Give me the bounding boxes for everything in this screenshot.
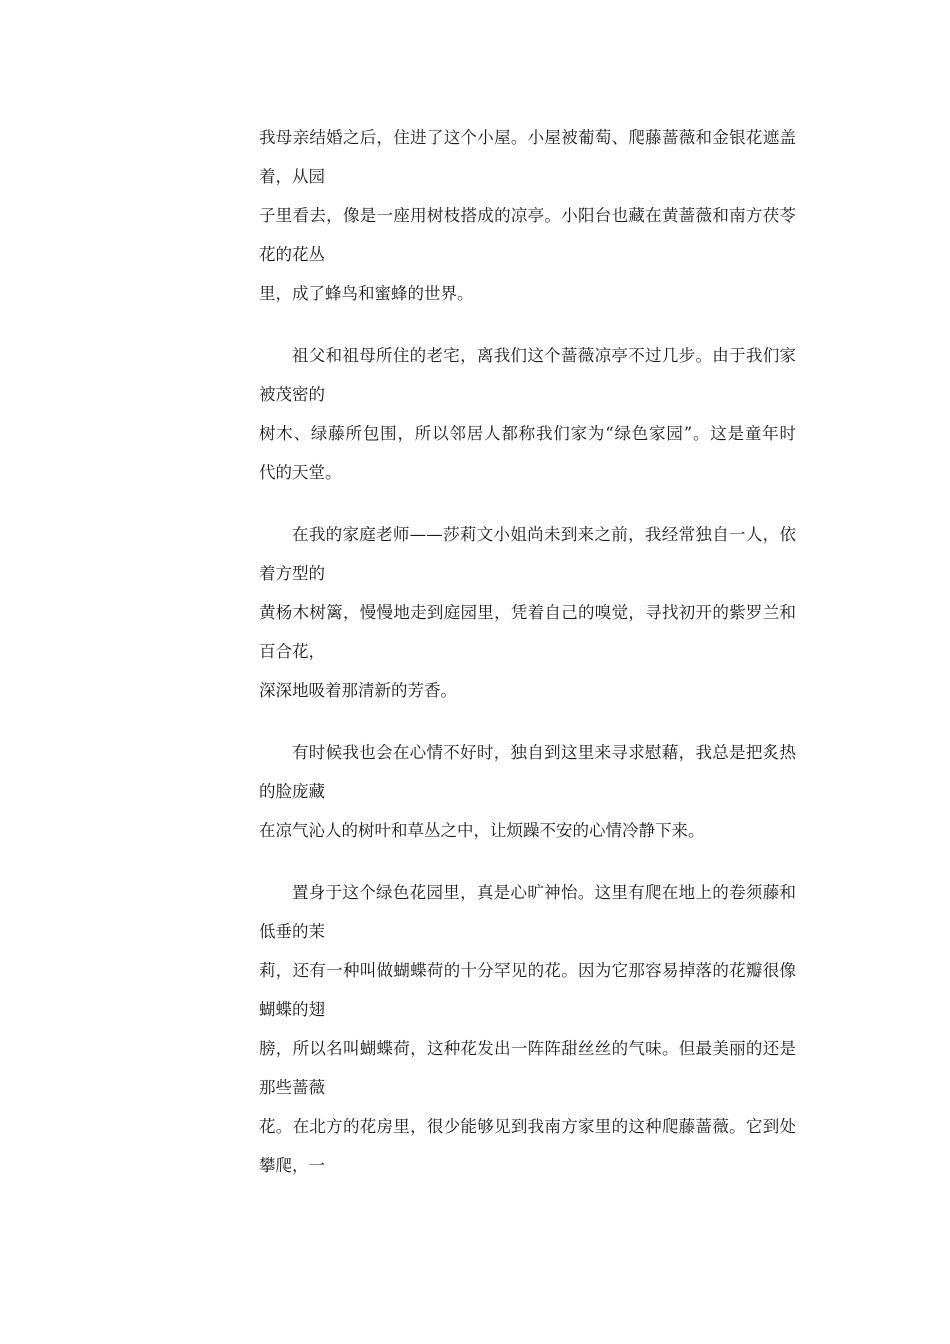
text-line: 莉，还有一种叫做蝴蝶荷的十分罕见的花。因为它那容易掉落的花瓣很像 — [259, 961, 796, 980]
text-line: 祖父和祖母所住的老宅，离我们这个蔷薇凉亭不过几步。由于我们家 — [292, 346, 796, 365]
text-line: 那些蔷薇 — [259, 1078, 325, 1097]
text-line: 花。在北方的花房里，很少能够见到我南方家里的这种爬藤蔷薇。它到处 — [259, 1117, 796, 1136]
text-line: 有时候我也会在心情不好时，独自到这里来寻求慰藉，我总是把炙热 — [292, 743, 796, 762]
text-line: 蝴蝶的翅 — [259, 1000, 325, 1019]
paragraph-spacer — [259, 710, 804, 733]
text-line: 树木、绿藤所包围，所以邻居人都称我们家为“绿色家园”。这是童年时 — [259, 424, 796, 443]
document-body — [259, 118, 804, 1185]
paragraph-spacer — [259, 492, 804, 515]
paragraph — [259, 733, 804, 850]
text-line: 着方型的 — [259, 564, 325, 583]
text-line: 百合花， — [259, 642, 325, 661]
text-line: 攀爬，一 — [259, 1156, 325, 1175]
text-line: 膀，所以名叫蝴蝶荷，这种花发出一阵阵甜丝丝的气味。但最美丽的还是 — [259, 1039, 796, 1058]
text-line: 花的花丛 — [259, 245, 325, 264]
text-line: 着，从园 — [259, 167, 325, 186]
paragraph — [259, 118, 804, 313]
text-line: 被茂密的 — [259, 385, 325, 404]
text-line: 低垂的茉 — [259, 922, 325, 941]
paragraph — [259, 515, 804, 710]
text-line: 我母亲结婚之后，住进了这个小屋。小屋被葡萄、爬藤蔷薇和金银花遮盖 — [259, 128, 796, 147]
text-line: 代的天堂。 — [259, 463, 342, 482]
text-line: 置身于这个绿色花园里，真是心旷神怡。这里有爬在地上的卷须藤和 — [292, 883, 796, 902]
text-line: 子里看去，像是一座用树枝搭成的凉亭。小阳台也藏在黄蔷薇和南方茯苓 — [259, 206, 796, 225]
text-line: 黄杨木树篱，慢慢地走到庭园里，凭着自己的嗅觉，寻找初开的紫罗兰和 — [259, 603, 796, 622]
text-line: 在凉气沁人的树叶和草丛之中，让烦躁不安的心情冷静下来。 — [259, 821, 705, 840]
paragraph-spacer — [259, 850, 804, 873]
text-line: 在我的家庭老师——莎莉文小姐尚未到来之前，我经常独自一人，依 — [292, 525, 796, 544]
text-line: 里，成了蜂鸟和蜜蜂的世界。 — [259, 284, 474, 303]
text-line: 的脸庞藏 — [259, 782, 325, 801]
paragraph — [259, 336, 804, 492]
paragraph — [259, 873, 804, 1185]
paragraph-spacer — [259, 313, 804, 336]
text-line: 深深地吸着那清新的芳香。 — [259, 681, 457, 700]
